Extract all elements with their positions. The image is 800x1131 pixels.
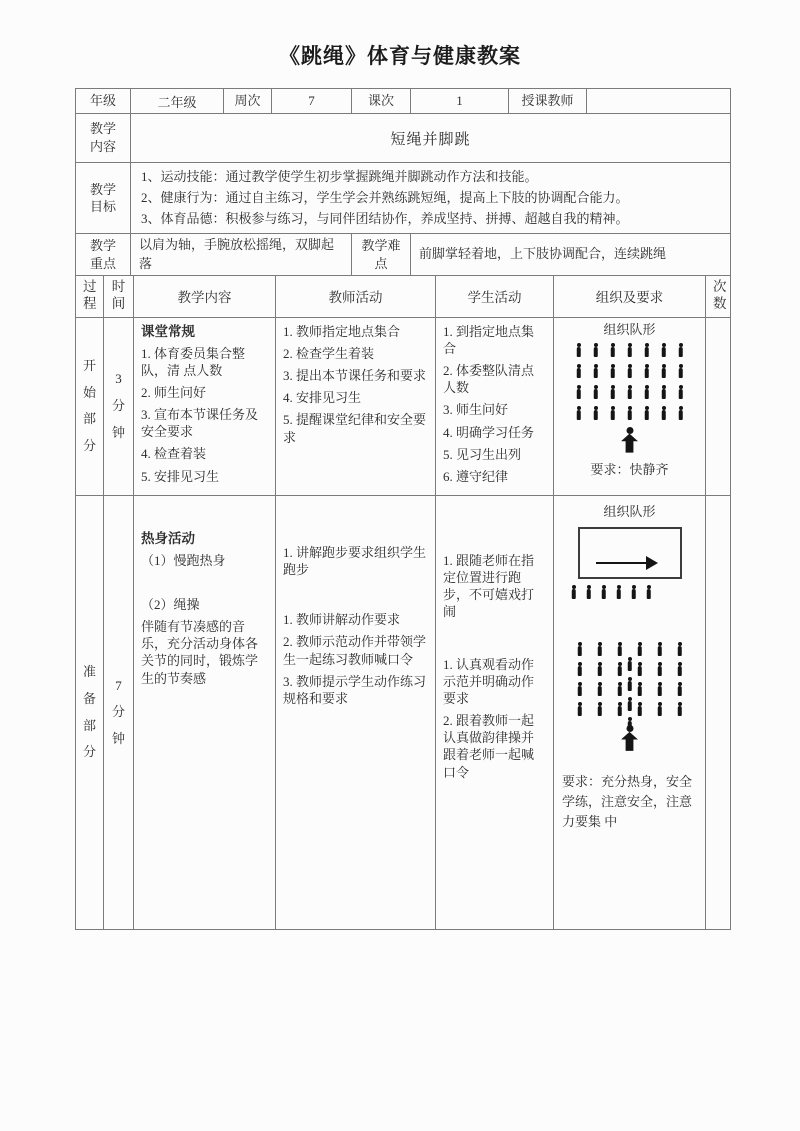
content-subitem: （2）绳操 — [141, 596, 200, 612]
student-person-icon — [656, 702, 663, 717]
student-person-icon — [596, 642, 603, 657]
formation-requirement: 要求：充分热身，安全学练，注意安全，注意力要集 中 — [562, 773, 693, 830]
student-person-icon — [626, 697, 633, 712]
student-item-list — [443, 323, 546, 485]
lesson-info-table — [75, 88, 731, 276]
student-person-icon — [660, 364, 667, 379]
student-person-icon — [592, 406, 599, 421]
teaching-content-label: 教学内容 — [76, 114, 131, 163]
teacher-activity-cell — [276, 496, 436, 930]
student-line-row — [560, 585, 699, 600]
student-person-icon — [643, 364, 650, 379]
list-item: 1. 讲解跑步要求组织学生跑步 — [283, 545, 427, 578]
student-person-icon — [656, 682, 663, 697]
content-subitem: （1）慢跑热身 — [141, 552, 226, 568]
student-person-icon — [592, 343, 599, 358]
list-item: 1. 认真观看动作示范并明确动作要求 — [443, 656, 535, 706]
list-item: 3. 提出本节课任务和要求 — [283, 368, 427, 384]
student-person-icon — [596, 662, 603, 677]
week-label: 周次 — [224, 89, 272, 114]
teaching-objectives-label: 教学目标 — [76, 163, 131, 234]
student-person-icon — [656, 642, 663, 657]
header-teacher-activity: 教师活动 — [276, 275, 436, 317]
student-person-icon — [677, 385, 684, 400]
right-arrow-icon — [596, 562, 648, 564]
student-person-icon — [626, 406, 633, 421]
teacher-activity-cell — [276, 317, 436, 495]
header-times: 次数 — [706, 275, 731, 317]
list-item: 4. 检查着装 — [141, 446, 207, 462]
student-person-icon — [585, 585, 592, 600]
student-person-icon — [575, 385, 582, 400]
student-person-icon — [676, 662, 683, 677]
list-item: 5. 见习生出列 — [443, 446, 522, 462]
list-item: 6. 遵守纪律 — [443, 468, 509, 484]
teacher-name-label: 授课教师 — [509, 89, 587, 114]
list-item: 3. 宣布本节课任务及安全要求 — [141, 407, 259, 440]
formation-title: 组织队形 — [603, 504, 656, 520]
times-cell — [706, 496, 731, 930]
list-item: 2. 师生问好 — [141, 384, 207, 400]
student-person-icon — [636, 682, 643, 697]
running-track-diagram — [578, 527, 682, 579]
student-person-icon — [600, 585, 607, 600]
student-item-list — [443, 656, 546, 781]
student-activity-cell — [436, 317, 554, 495]
teacher-name-value — [587, 89, 731, 114]
teacher-position — [560, 427, 699, 458]
student-person-icon — [677, 406, 684, 421]
student-person-icon — [626, 677, 633, 692]
time-cell: 3分钟 — [104, 317, 134, 495]
student-person-icon — [676, 702, 683, 717]
teacher-item-list — [283, 611, 428, 707]
student-formation-grid — [560, 343, 699, 421]
student-person-icon — [609, 364, 616, 379]
student-person-icon — [636, 642, 643, 657]
list-item: 2、健康行为：通过自主练习，学生学会并熟练跳短绳，提高上下肢的协调配合能力。 — [141, 189, 629, 205]
content-section-title: 课堂常规 — [141, 323, 195, 339]
student-person-icon — [576, 682, 583, 697]
student-person-icon — [677, 364, 684, 379]
student-person-icon — [576, 642, 583, 657]
lesson-procedure-table — [75, 275, 731, 930]
header-student-activity: 学生活动 — [436, 275, 554, 317]
student-person-icon — [575, 364, 582, 379]
teaching-objectives-list — [131, 163, 731, 234]
student-person-icon — [596, 682, 603, 697]
list-item: 2. 体委整队清点人数 — [443, 363, 535, 396]
student-person-icon — [592, 385, 599, 400]
list-item: 3. 教师提示学生动作练习规格和要求 — [283, 673, 427, 706]
teacher-person-icon — [620, 427, 640, 454]
list-item: 5. 安排见习生 — [141, 468, 220, 484]
header-time: 时间 — [104, 275, 134, 317]
lesson-number-label: 课次 — [352, 89, 411, 114]
grade-value: 二年级 — [131, 89, 224, 114]
key-point-value: 以肩为轴，手腕放松摇绳，双脚起落 — [131, 234, 352, 275]
lesson-plan-document — [75, 88, 730, 930]
list-item: 2. 教师示范动作并带领学生一起练习教师喊口令 — [283, 634, 427, 667]
document-title: 《跳绳》体育与健康教案 — [279, 44, 521, 68]
student-person-icon — [645, 585, 652, 600]
list-item: 2. 检查学生着装 — [283, 345, 375, 361]
list-item: 3、体育品德：积极参与练习，与同伴团结协作，养成坚持、拼搏、超越自我的精神。 — [141, 210, 629, 226]
student-person-icon — [660, 343, 667, 358]
student-person-icon — [677, 343, 684, 358]
list-item: 4. 安排见习生 — [283, 390, 362, 406]
student-person-icon — [575, 343, 582, 358]
list-item: 2. 跟着教师一起认真做韵律操并跟着老师一起喊口令 — [443, 713, 535, 780]
formation-title: 组织队形 — [603, 321, 656, 337]
list-item: 1. 教师讲解动作要求 — [283, 612, 401, 628]
teaching-content-cell — [134, 496, 276, 930]
content-item-list — [141, 345, 268, 485]
formation-requirement: 要求：快静齐 — [590, 461, 669, 477]
student-activity-cell — [436, 496, 554, 930]
table-row — [76, 496, 731, 930]
list-item: 1、运动技能：通过教学使学生初步掌握跳绳并脚跳动作方法和技能。 — [141, 169, 538, 184]
student-person-icon — [615, 585, 622, 600]
student-person-icon — [660, 385, 667, 400]
student-person-icon — [636, 662, 643, 677]
teacher-position — [560, 725, 699, 756]
list-item: 5. 提醒课堂纪律和安全要求 — [283, 412, 427, 445]
content-section-title: 热身活动 — [141, 531, 195, 547]
student-person-icon — [576, 702, 583, 717]
student-person-icon — [609, 385, 616, 400]
student-person-icon — [596, 702, 603, 717]
grade-label: 年级 — [76, 89, 131, 114]
header-organization: 组织及要求 — [554, 275, 706, 317]
time-cell: 7分钟 — [104, 496, 134, 930]
teacher-item-list — [283, 323, 428, 446]
teacher-person-icon — [620, 725, 640, 752]
difficulty-label: 教学难点 — [352, 234, 411, 275]
student-person-icon — [616, 642, 623, 657]
student-person-icon — [616, 702, 623, 717]
teacher-item-list — [283, 544, 428, 578]
process-cell: 开始部分 — [76, 317, 104, 495]
organization-cell — [554, 496, 706, 930]
header-process: 过程 — [76, 275, 104, 317]
student-person-icon — [609, 406, 616, 421]
student-person-icon — [660, 406, 667, 421]
student-person-icon — [656, 662, 663, 677]
student-person-icon — [676, 682, 683, 697]
key-point-label: 教学重点 — [76, 234, 131, 275]
teaching-content-cell — [134, 317, 276, 495]
student-person-icon — [626, 385, 633, 400]
content-description: 伴随有节凑感的音乐，充分活动身体各关节的同时，锻炼学生的节奏感 — [141, 619, 259, 686]
student-person-icon — [636, 702, 643, 717]
list-item: 3. 师生问好 — [443, 402, 509, 418]
organization-cell — [554, 317, 706, 495]
student-person-icon — [630, 585, 637, 600]
times-cell — [706, 317, 731, 495]
student-person-icon — [626, 364, 633, 379]
table-row — [76, 317, 731, 495]
process-cell: 准备部分 — [76, 496, 104, 930]
week-value: 7 — [272, 89, 352, 114]
student-person-icon — [626, 657, 633, 672]
difficulty-value: 前脚掌轻着地，上下肢协调配合，连续跳绳 — [411, 234, 731, 275]
student-person-icon — [616, 682, 623, 697]
student-person-icon — [626, 343, 633, 358]
list-item: 1. 到指定地点集合 — [443, 323, 535, 356]
lesson-number-value: 1 — [411, 89, 509, 114]
student-formation-grid — [560, 642, 699, 717]
student-person-icon — [570, 585, 577, 600]
student-person-icon — [576, 662, 583, 677]
student-person-icon — [575, 406, 582, 421]
student-person-icon — [609, 343, 616, 358]
student-person-icon — [643, 406, 650, 421]
teaching-content-value: 短绳并脚跳 — [131, 114, 731, 163]
student-person-icon — [616, 662, 623, 677]
list-item: 1. 教师指定地点集合 — [283, 323, 401, 339]
header-content: 教学内容 — [134, 275, 276, 317]
student-person-icon — [643, 343, 650, 358]
student-person-icon — [643, 385, 650, 400]
list-item: 1. 跟随老师在指定位置进行跑步，不可嬉戏打闹 — [443, 553, 535, 620]
list-item: 1. 体育委员集合整队，清 点人数 — [141, 345, 246, 378]
student-person-icon — [592, 364, 599, 379]
student-person-icon — [676, 642, 683, 657]
student-item-list — [443, 552, 546, 621]
list-item: 4. 明确学习任务 — [443, 424, 535, 440]
